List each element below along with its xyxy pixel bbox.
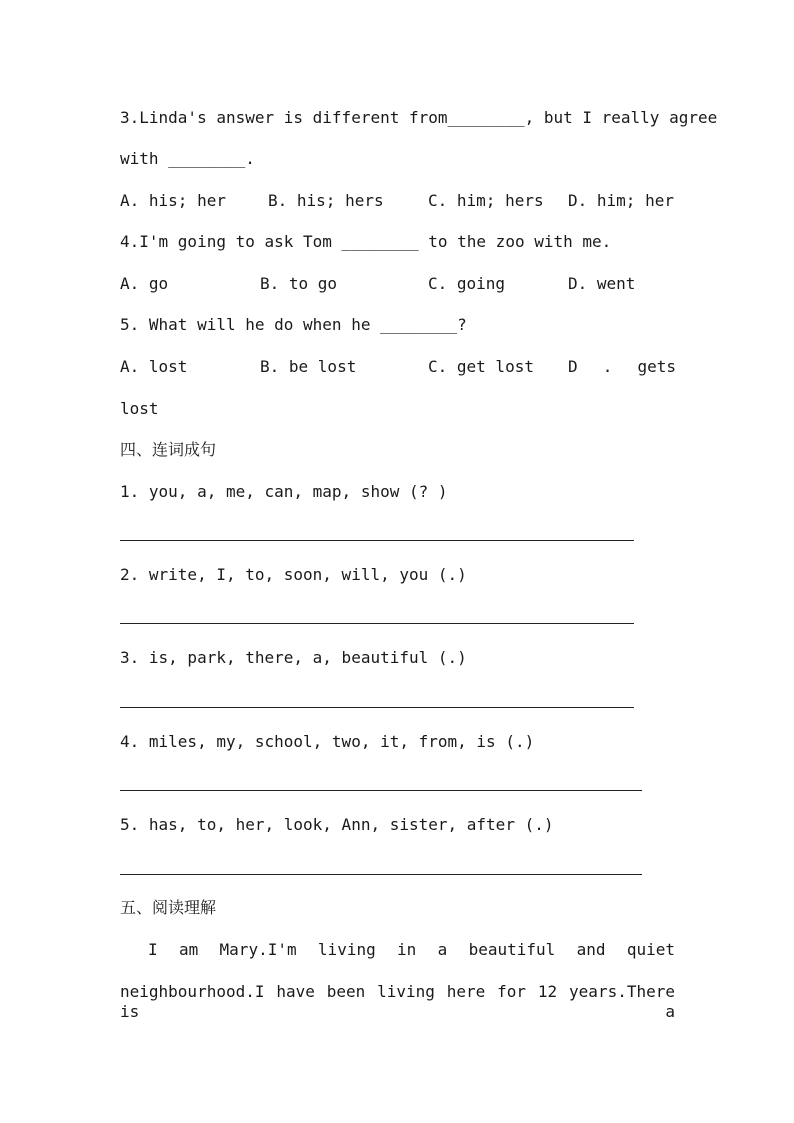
s4-answer-line-4[interactable]: [120, 790, 642, 791]
q3-stem-line1: 3.Linda's answer is different from________, but I really agree: [120, 108, 718, 127]
q5-options: [120, 357, 680, 377]
q5-option-d: [568, 357, 676, 377]
s4-answer-line-3[interactable]: [120, 707, 634, 708]
s4-item-1: 1. you, a, me, can, map, show (? ): [120, 482, 448, 501]
s4-item-4: 4. miles, my, school, two, it, from, is (.): [120, 732, 535, 751]
section5-heading: 五、阅读理解: [120, 898, 217, 917]
q5-option-d-word: gets: [637, 357, 676, 376]
s5-paragraph-line1: I am Mary.I'm living in a beautiful and quiet: [148, 940, 675, 959]
s4-answer-line-5[interactable]: [120, 874, 642, 875]
q3-stem-line2: with ________.: [120, 149, 255, 168]
s5-paragraph-line2: neighbourhood.I have been living here for 12 years.There is a: [120, 982, 675, 1021]
q3-options: [120, 191, 680, 211]
q5-option-d-wrap: lost: [120, 399, 159, 418]
s4-item-2: 2. write, I, to, soon, will, you (.): [120, 565, 467, 584]
q5-option-d-letter: D: [568, 357, 578, 376]
q4-options: [120, 274, 680, 294]
q3-option-c: C. him; hers: [428, 191, 544, 210]
q3-option-d: D. him; her: [568, 191, 674, 210]
q4-option-c: C. going: [428, 274, 506, 293]
q3-option-a: A. his; her: [120, 191, 226, 210]
s4-answer-line-2[interactable]: [120, 623, 634, 624]
q5-option-b: B. be lost: [260, 357, 357, 376]
q5-option-d-dot: .: [602, 357, 613, 376]
q4-option-d: D. went: [568, 274, 636, 293]
s4-item-3: 3. is, park, there, a, beautiful (.): [120, 648, 467, 667]
q4-option-b: B. to go: [260, 274, 338, 293]
q5-option-a: A. lost: [120, 357, 188, 376]
q3-option-b: B. his; hers: [268, 191, 384, 210]
q5-stem: 5. What will he do when he ________?: [120, 315, 467, 334]
s4-answer-line-1[interactable]: [120, 540, 634, 541]
s4-item-5: 5. has, to, her, look, Ann, sister, after (.): [120, 815, 554, 834]
q5-option-c: C. get lost: [428, 357, 534, 376]
q4-option-a: A. go: [120, 274, 169, 293]
section4-heading: 四、连词成句: [120, 440, 217, 459]
q4-stem: 4.I'm going to ask Tom ________ to the zoo with me.: [120, 232, 612, 251]
